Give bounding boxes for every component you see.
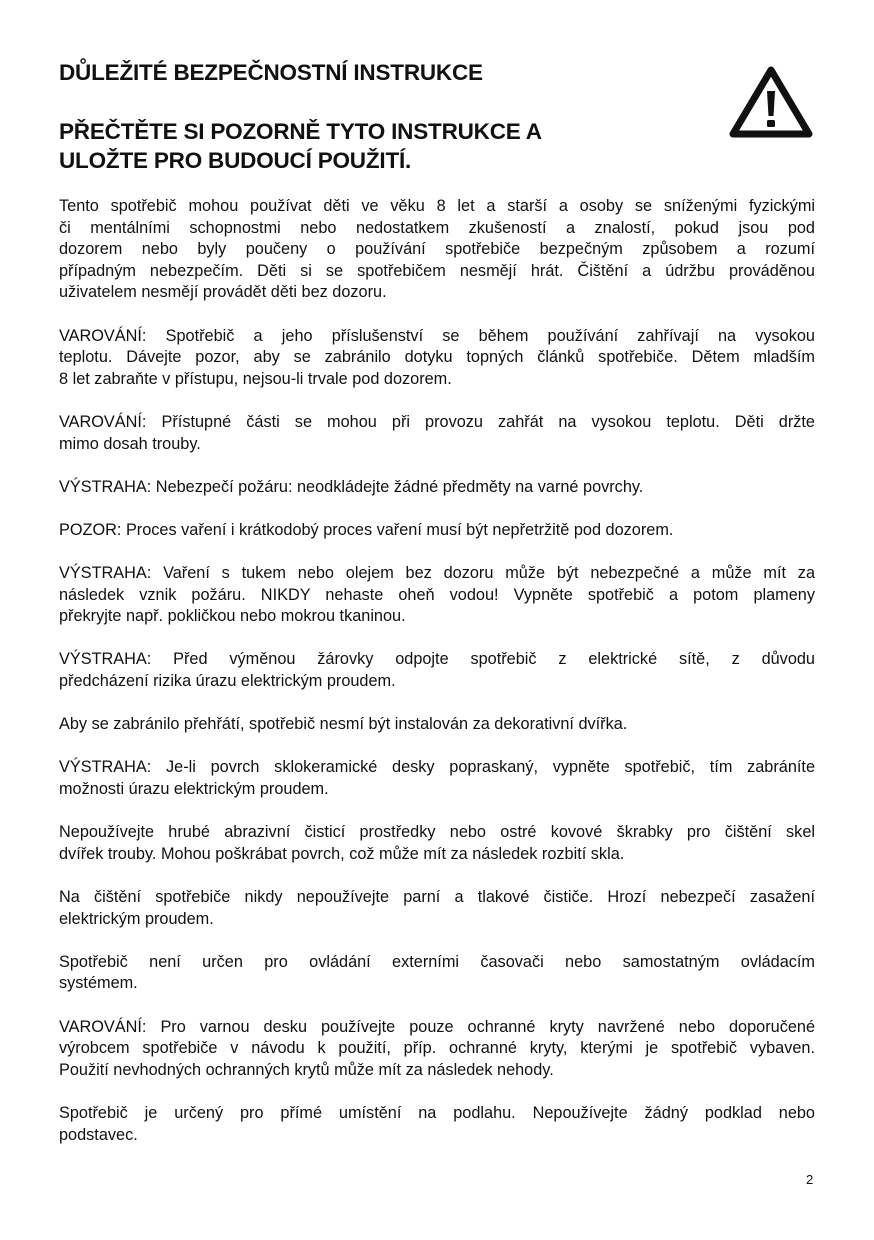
paragraph-line: uživatelem nesmějí provádět děti bez dozoru. [59,283,387,302]
paragraph-line: VAROVÁNÍ: Přístupné části se mohou při provozu zahřát na vysokou teplotu. Děti držte [59,412,815,431]
safety-paragraph [59,1017,815,1082]
paragraph-line: VÝSTRAHA: Je-li povrch sklokeramické desky popraskaný, vypněte spotřebič, tím zabráníte [59,758,815,777]
paragraph-line: VÝSTRAHA: Vaření s tukem nebo olejem bez dozoru může být nebezpečné a může mít za [59,564,815,583]
paragraph-line: VÝSTRAHA: Nebezpečí požáru: neodkládejte žádné předměty na varné povrchy. [59,477,644,496]
paragraph-line: případným nebezpečím. Děti si se spotřebičem nesmějí hrát. Čištění a údržbu prováděnou [59,261,815,280]
paragraph-line: Tento spotřebič mohou používat děti ve věku 8 let a starší a osoby se sníženými fyzickými [59,197,815,215]
safety-paragraph [59,1103,815,1146]
paragraph-line: teplotu. Dávejte pozor, aby se zabránilo dotyku topných článků spotřebiče. Dětem mladším [59,348,815,367]
paragraph-line: VAROVÁNÍ: Spotřebič a jeho příslušenství se během používání zahřívají na vysokou [59,326,815,345]
paragraph-line: předcházení rizika úrazu elektrickým proudem. [59,672,396,691]
safety-paragraph [59,196,815,304]
paragraph-line: Spotřebič je určený pro přímé umístění na podlahu. Nepoužívejte žádný podklad nebo [59,1103,815,1122]
paragraph-line: překryjte např. pokličkou nebo mokrou tkaninou. [59,607,406,626]
safety-paragraph [59,649,815,692]
safety-paragraph [59,952,815,995]
safety-paragraph [59,520,815,542]
safety-paragraph [59,326,815,391]
paragraph-line: VAROVÁNÍ: Pro varnou desku používejte pouze ochranné kryty navržené nebo doporučené [59,1017,815,1036]
subtitle-line: PŘEČTĚTE SI POZORNĚ TYTO INSTRUKCE A [59,119,542,144]
paragraph-line: mimo dosah trouby. [59,434,201,453]
safety-paragraph [59,757,815,800]
paragraph-line: Spotřebič není určen pro ovládání externími časovači nebo samostatným ovládacím [59,952,815,971]
document-body [59,196,815,1168]
paragraph-line: následek vznik požáru. NIKDY nehaste oheň vodou! Vypněte spotřebič a potom plameny [59,585,815,604]
paragraph-line: dozorem nebo byly poučeny o používání spotřebiče bezpečným způsobem a rozumí [59,240,815,259]
page-title: DŮLEŽITÉ BEZPEČNOSTNÍ INSTRUKCE [59,60,483,85]
paragraph-line: podstavec. [59,1125,138,1144]
safety-paragraph [59,887,815,930]
page-subtitle [59,117,542,175]
paragraph-line: výrobcem spotřebiče v návodu k použití, příp. ochranné kryty, kterými je spotřebič vybaven. [59,1039,815,1058]
paragraph-line: Použití nevhodných ochranných krytů může mít za následek nehody. [59,1060,554,1079]
paragraph-line: elektrickým proudem. [59,909,214,928]
paragraph-line: dvířek trouby. Mohou poškrábat povrch, což může mít za následek rozbití skla. [59,844,625,863]
page-number: 2 [806,1172,814,1187]
paragraph-line: systémem. [59,974,138,993]
paragraph-line: 8 let zabraňte v přístupu, nejsou-li trvale pod dozorem. [59,369,452,388]
safety-paragraph [59,412,815,455]
safety-paragraph [59,477,815,499]
paragraph-line: Nepoužívejte hrubé abrazivní čisticí prostředky nebo ostré kovové škrabky pro čištění skel [59,823,815,842]
warning-triangle-icon [728,64,814,140]
safety-paragraph [59,822,815,865]
subtitle-line: ULOŽTE PRO BUDOUCÍ POUŽITÍ. [59,148,412,173]
paragraph-line: Na čištění spotřebiče nikdy nepoužívejte parní a tlakové čističe. Hrozí nebezpečí zasažení [59,888,815,906]
paragraph-line: VÝSTRAHA: Před výměnou žárovky odpojte spotřebič z elektrické sítě, z důvodu [59,650,815,669]
paragraph-line: Aby se zabránilo přehřátí, spotřebič nesmí být instalován za dekorativní dvířka. [59,715,628,734]
paragraph-line: POZOR: Proces vaření i krátkodobý proces vaření musí být nepřetržitě pod dozorem. [59,520,674,539]
safety-paragraph [59,714,815,736]
paragraph-line: či mentálními schopnostmi nebo nedostatkem zkušeností a znalostí, pokud jsou pod [59,218,815,237]
paragraph-line: možnosti úrazu elektrickým proudem. [59,780,329,799]
safety-paragraph [59,563,815,628]
